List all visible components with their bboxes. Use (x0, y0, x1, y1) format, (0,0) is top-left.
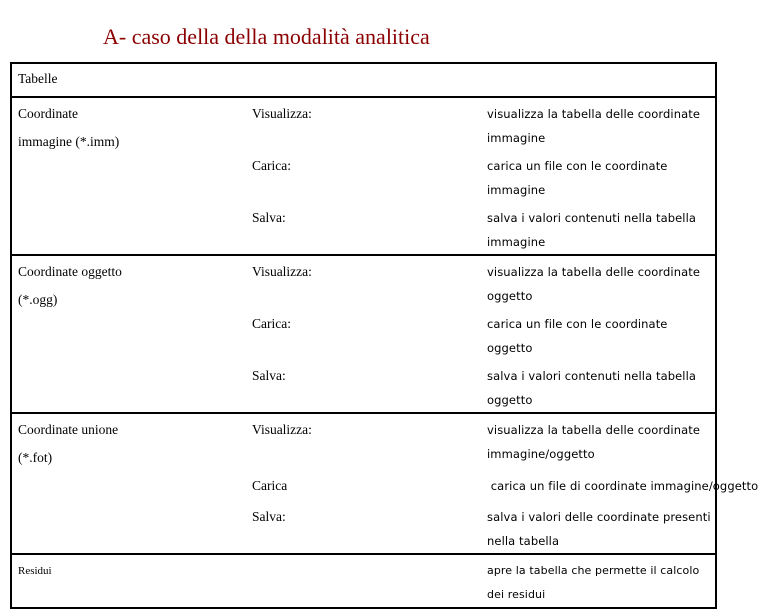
group-name-line: Coordinate (18, 106, 78, 121)
action-label: Carica: (252, 158, 291, 173)
group-name-line: Coordinate unione (18, 422, 119, 437)
action-label: Salva: (246, 360, 481, 413)
page-title: A- caso della della modalità analitica (103, 24, 430, 49)
tables-overview (10, 62, 758, 609)
table-header-row (11, 63, 716, 97)
action-label: Carica: (252, 316, 291, 331)
action-description: salva i valori contenuti nella tabella oggetto (481, 360, 716, 413)
action-description: carica un file di coordinate immagine/oggetto (481, 470, 716, 501)
action-description: visualizza la tabella delle coordinate oggetto (481, 255, 716, 308)
action-label: Visualizza: (252, 422, 312, 437)
action-description (481, 413, 716, 470)
group-name-unione (11, 413, 246, 554)
action-description: salva i valori contenuti nella tabella immagine (481, 202, 716, 255)
table-header: Tabelle (11, 63, 716, 97)
table-row (11, 255, 716, 308)
group-name-immagine (11, 97, 246, 255)
action-description: carica un file con le coordinate oggetto (481, 308, 716, 360)
group-name-line: immagine (*.imm) (18, 134, 120, 149)
action-description: visualizza la tabella delle coordinate immagine (481, 97, 716, 150)
table-row (11, 97, 716, 150)
description-line: visualizza la tabella delle coordinate (487, 423, 701, 437)
description-line: immagine/oggetto (487, 447, 595, 461)
group-name-line: (*.fot) (18, 450, 53, 465)
action-label: Carica (252, 478, 288, 493)
table-row (11, 554, 716, 608)
action-label: Visualizza: (252, 106, 312, 121)
residui-label: Residui (11, 554, 481, 608)
action-label: Salva: (246, 202, 481, 255)
residui-description: apre la tabella che permette il calcolo dei residui (481, 554, 716, 608)
action-description: salva i valori delle coordinate presenti nella tabella (481, 501, 716, 554)
table-row (11, 413, 716, 470)
group-name-line: (*.ogg) (18, 292, 58, 307)
group-name-oggetto (11, 255, 246, 413)
action-label: Salva: (246, 501, 481, 554)
action-description: carica un file con le coordinate immagine (481, 150, 716, 202)
group-name-line: Coordinate oggetto (18, 264, 122, 279)
action-label: Visualizza: (252, 264, 312, 279)
